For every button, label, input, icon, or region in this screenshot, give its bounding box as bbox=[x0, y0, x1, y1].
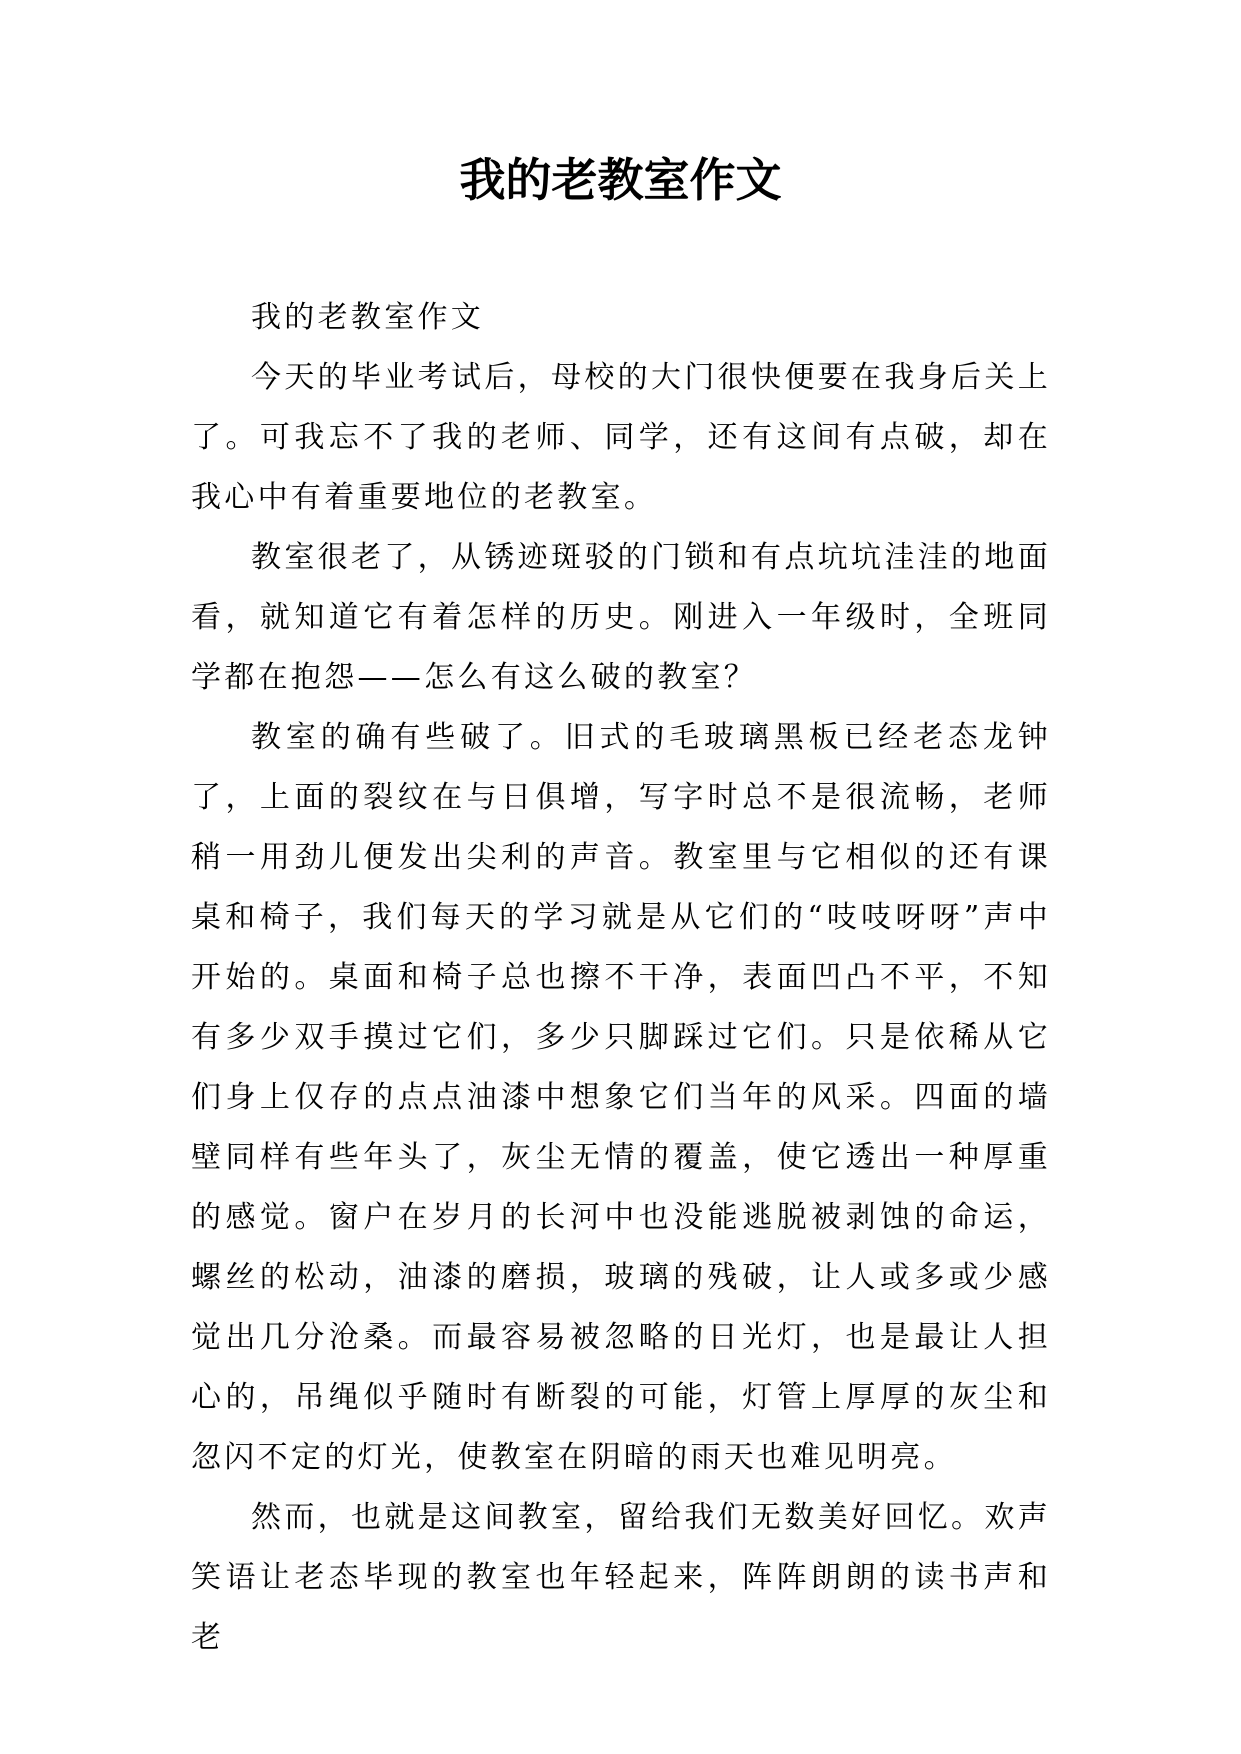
paragraph: 然而，也就是这间教室，留给我们无数美好回忆。欢声笑语让老态毕现的教室也年轻起来，阵阵朗朗的读书声和老 bbox=[191, 1500, 1051, 1655]
paragraph: 今天的毕业考试后，母校的大门很快便要在我身后关上了。可我忘不了我的老师、同学，还有这间有点破，却在我心中有着重要地位的老教室。 bbox=[191, 360, 1051, 515]
document-title: 我的老教室作文 bbox=[459, 153, 782, 207]
document-body bbox=[191, 288, 1051, 1668]
paragraph: 教室的确有些破了。旧式的毛玻璃黑板已经老态龙钟了，上面的裂纹在与日俱增，写字时总不是很流畅，老师稍一用劲儿便发出尖利的声音。教室里与它相似的还有课桌和椅子，我们每天的学习就是从它们的“吱吱呀呀”声中开始的。桌面和椅子总也擦不干净，表面凹凸不平，不知有多少双手摸过它们，多少只脚踩过它们。只是依稀从它们身上仅存的点点油漆中想象它们当年的风采。四面的墙壁同样有些年头了，灰尘无情的覆盖，使它透出一种厚重的感觉。窗户在岁月的长河中也没能逃脱被剥蚀的命运，螺丝的松动，油漆的磨损，玻璃的残破，让人或多或少感觉出几分沧桑。而最容易被忽略的日光灯，也是最让人担心的，吊绳似乎随时有断裂的可能，灯管上厚厚的灰尘和忽闪不定的灯光，使教室在阴暗的雨天也难见明亮。 bbox=[191, 720, 1051, 1475]
paragraph-heading: 我的老教室作文 bbox=[251, 300, 485, 335]
paragraph: 教室很老了，从锈迹斑驳的门锁和有点坑坑洼洼的地面看，就知道它有着怎样的历史。刚进入一年级时，全班同学都在抱怨——怎么有这么破的教室？ bbox=[191, 540, 1051, 695]
